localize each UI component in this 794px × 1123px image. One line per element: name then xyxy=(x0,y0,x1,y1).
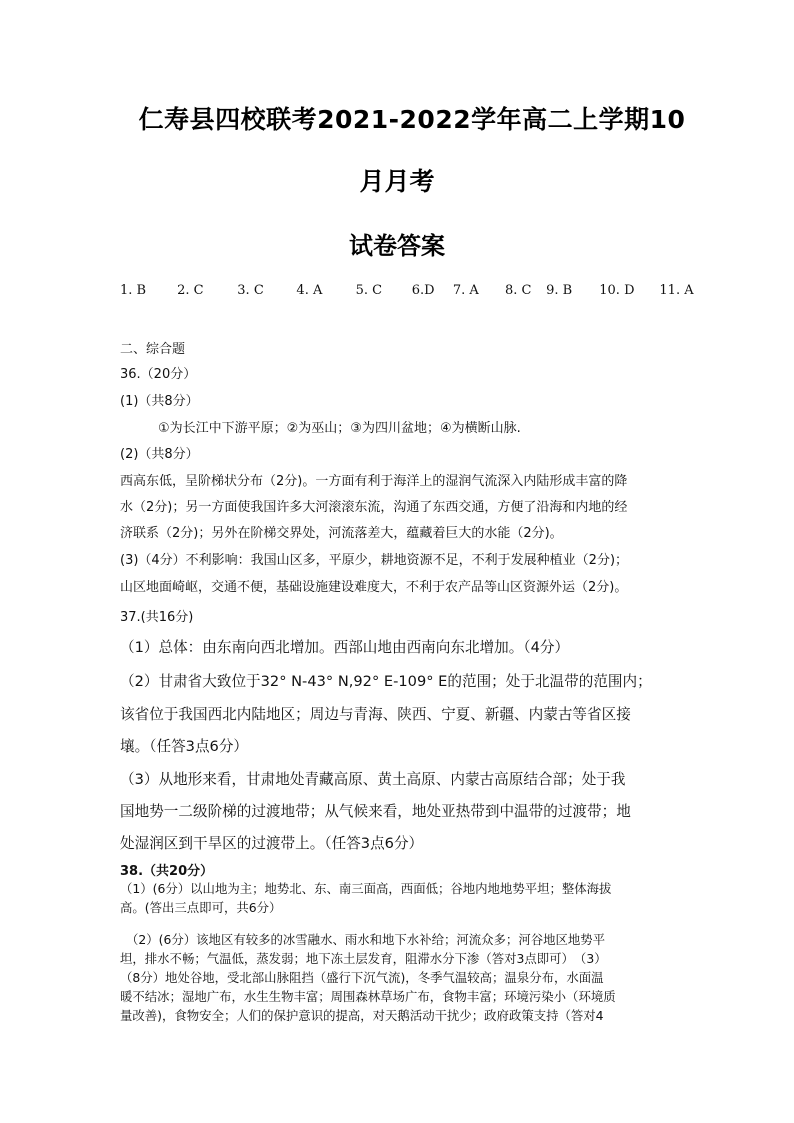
q37-part2-line: 该省位于我国西北内陆地区；周边与青海、陕西、宁夏、新疆、内蒙古等省区接 xyxy=(120,706,631,723)
q36-part3-line: 山区地面崎岖，交通不便，基础设施建设难度大，不利于农产品等山区资源外运（2分)。 xyxy=(120,580,628,595)
doc-title-line-1: 仁寿县四校联考2021-2022学年高二上学期10 xyxy=(138,105,686,134)
q38-part2-line: 量改善)，食物安全；人们的保护意识的提高，对天鹅活动干扰少；政府政策支持（答对4 xyxy=(120,1008,604,1023)
q37-part2-line: （2）甘肃省大致位于32° N-43° N,92° E-109° E的范围；处于北温带的范围内； xyxy=(120,673,652,690)
doc-title-line-2: 月月考 xyxy=(359,167,435,196)
q36-part3-line: (3)（4分）不利影响：我国山区多，平原少，耕地资源不足，不利于发展种植业（2分)； xyxy=(120,553,629,568)
answer-item: 7. A xyxy=(452,283,479,298)
q36-part1-header: (1)（共8分） xyxy=(120,394,199,409)
q38-part1-line: 高。(答出三点即可，共6分） xyxy=(120,900,282,915)
answer-item: 5. C xyxy=(355,283,383,298)
answer-item: 1. B xyxy=(120,283,147,298)
answer-item: 11. A xyxy=(659,283,694,298)
q37-header: 37.(共16分) xyxy=(120,610,194,625)
q38-part1-line: （1）(6分）以山地为主；地势北、东、南三面高，西面低；谷地内地地势平坦；整体海拔 xyxy=(120,881,612,896)
answer-item: 8. C xyxy=(504,283,532,298)
q36-part2-line: 济联系（2分)；另外在阶梯交界处，河流落差大，蕴藏着巨大的水能（2分)。 xyxy=(120,526,563,541)
section-heading: 二、综合题 xyxy=(120,342,186,357)
q37-part3-line: 处湿润区到干旱区的过渡带上。（任答3点6分） xyxy=(120,835,424,852)
answer-item: 6.D xyxy=(411,283,435,298)
answer-item: 3. C xyxy=(237,283,264,298)
q36-part2-line: 水（2分)；另一方面使我国许多大河滚滚东流，沟通了东西交通，方便了沿海和内地的经 xyxy=(120,500,628,515)
q36-part2-header: (2)（共8分） xyxy=(120,447,199,462)
q36-part2-line: 西高东低，呈阶梯状分布（2分)。一方面有利于海洋上的湿润气流深入内陆形成丰富的降 xyxy=(120,474,628,489)
q38-part2-line: （8分）地处谷地，受北部山脉阻挡（盛行下沉气流)，冬季气温较高；温泉分布，水面温 xyxy=(120,970,604,985)
answer-item: 9. B xyxy=(546,283,573,298)
answer-key-row xyxy=(120,283,720,298)
q37-part1: （1）总体：由东南向西北增加。西部山地由西南向东北增加。（4分） xyxy=(120,639,570,656)
answer-item: 4. A xyxy=(296,283,323,298)
doc-subtitle: 试卷答案 xyxy=(349,232,445,260)
q38-part2-line: 坦，排水不畅；气温低，蒸发弱；地下冻土层发育，阻滞水分下渗（答对3点即可） （3） xyxy=(120,951,607,966)
answer-item: 2. C xyxy=(177,283,204,298)
answer-item: 10. D xyxy=(599,283,635,298)
q36-part1-text: ①为长江中下游平原；②为巫山；③为四川盆地；④为横断山脉. xyxy=(158,421,521,436)
q38-header: 38.（共20分） xyxy=(120,864,214,879)
q37-part3-line: 国地势一二级阶梯的过渡地带；从气候来看，地处亚热带到中温带的过渡带；地 xyxy=(120,803,631,820)
q38-part2-line: 暖不结冰；湿地广布，水生生物丰富；周围森林草场广布，食物丰富；环境污染小（环境质 xyxy=(120,989,616,1004)
q37-part2-line: 壤。（任答3点6分） xyxy=(120,738,249,755)
q36-header: 36.（20分） xyxy=(120,367,197,382)
q38-part2-line: （2）(6分）该地区有较多的冰雪融水、雨水和地下水补给；河流众多；河谷地区地势平 xyxy=(126,932,606,947)
q37-part3-line: （3）从地形来看，甘肃地处青藏高原、黄土高原、内蒙古高原结合部；处于我 xyxy=(120,771,626,788)
